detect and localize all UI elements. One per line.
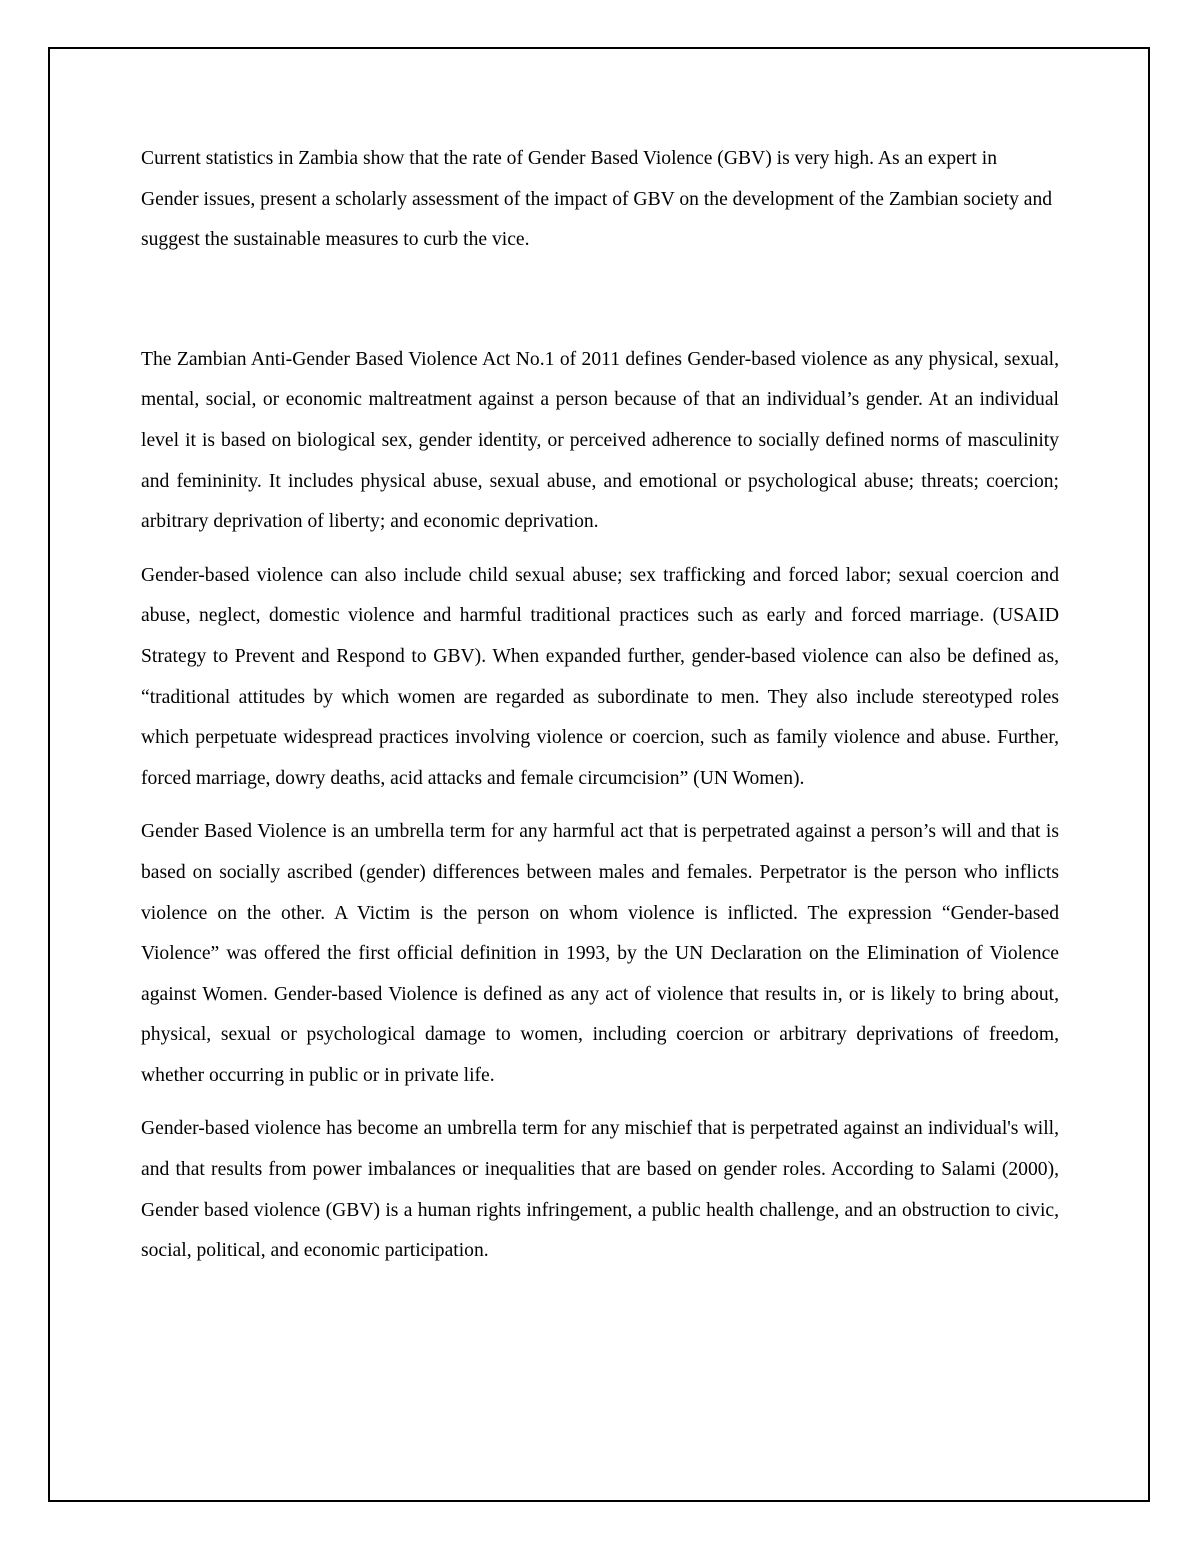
document-body — [141, 139, 1059, 1285]
paragraph-definition-act: The Zambian Anti-Gender Based Violence Act No.1 of 2011 defines Gender-based violence as any physical, sexual, mental, social, or economic maltreatment against a person because of that an individual’s gender. At an individual level it is based on biological sex, gender identity, or perceived adherence to socially defined norms of masculinity and femininity. It includes physical abuse, sexual abuse, and emotional or psychological abuse; threats; coercion; arbitrary deprivation of liberty; and economic deprivation. — [141, 348, 1059, 533]
paragraph-umbrella-term: Gender Based Violence is an umbrella term for any harmful act that is perpetrated against a person’s will and that is based on socially ascribed (gender) differences between males and females. Perpetrator is the person who inflicts violence on the other. A Victim is the person on whom violence is inflicted. The expression “Gender-based Violence” was offered the first official definition in 1993, by the UN Declaration on the Elimination of Violence against Women. Gender-based Violence is defined as any act of violence that results in, or is likely to bring about, physical, sexual or psychological damage to women, including coercion or arbitrary deprivations of freedom, whether occurring in public or in private life. — [141, 821, 1059, 1086]
paragraph-forms-of-gbv: Gender-based violence can also include child sexual abuse; sex trafficking and forced labor; sexual coercion and abuse, neglect, domestic violence and harmful traditional practices such as early and forced marriage. (USAID Strategy to Prevent and Respond to GBV). When expanded further, gender-based violence can also be defined as, “traditional attitudes by which women are regarded as subordinate to men. They also include stereotyped roles which perpetuate widespread practices involving violence or coercion, such as family violence and abuse. Further, forced marriage, dowry deaths, acid attacks and female circumcision” (UN Women). — [141, 564, 1059, 789]
paragraph-power-imbalances: Gender-based violence has become an umbrella term for any mischief that is perpetrated against an individual's will, and that results from power imbalances or inequalities that are based on gender roles. According to Salami (2000), Gender based violence (GBV) is a human rights infringement, a public health challenge, and an obstruction to civic, social, political, and economic participation. — [141, 1118, 1059, 1262]
essay-question: Current statistics in Zambia show that the rate of Gender Based Violence (GBV) is very high. As an expert in Gender issues, present a scholarly assessment of the impact of GBV on the development of the Zambian society and suggest the sustainable measures to curb the vice. — [141, 148, 1053, 251]
